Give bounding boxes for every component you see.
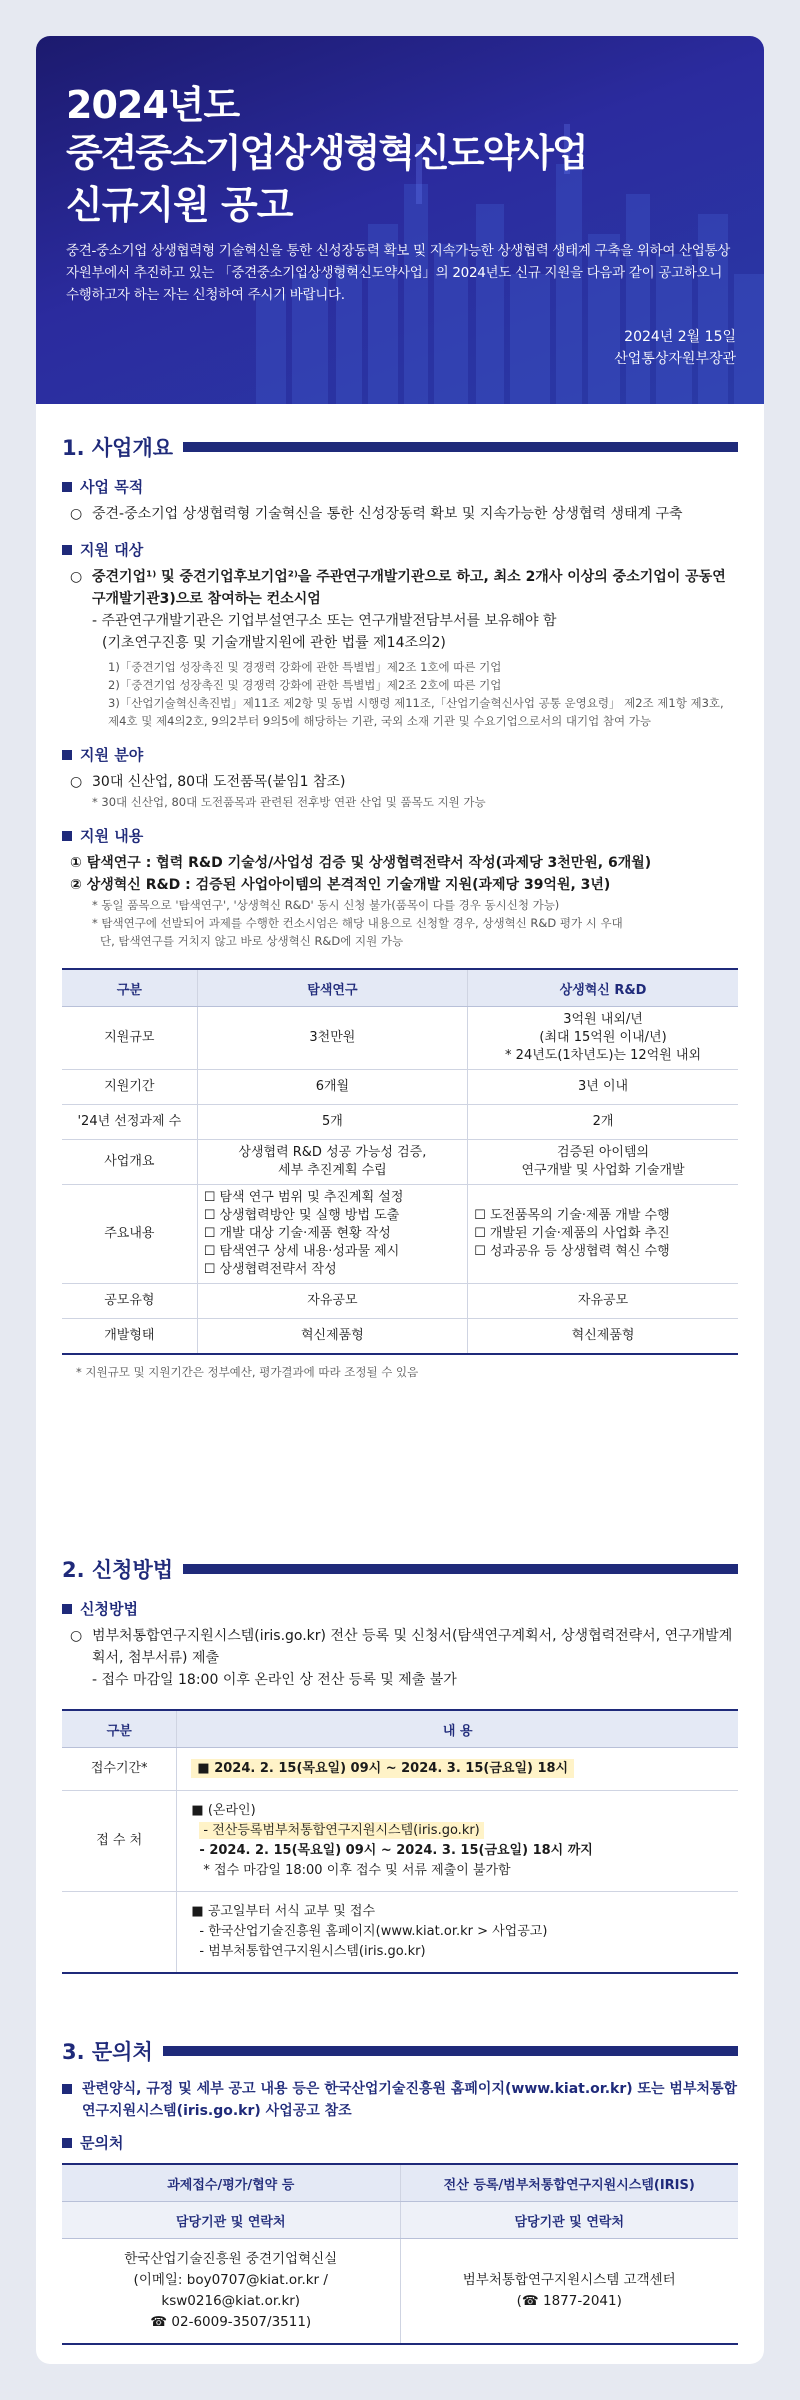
target-text: ○ 중견기업¹⁾ 및 중견기업후보기업²⁾을 주관연구개발기관으로 하고, 최소 2개사 이상의 중소기업이 공동연구개발기관3)으로 참여하는 컨소시엄 [70, 566, 738, 610]
subheading-label: 사업 목적 [80, 478, 144, 496]
square-bullet-icon [62, 482, 72, 492]
forms-cell [177, 1892, 738, 1974]
kiat-dept: 한국산업기술진흥원 중견기업혁신실 [124, 2251, 338, 2267]
table-cell: 3년 이내 [468, 1070, 738, 1105]
table-cell: 자유공모 [468, 1284, 738, 1319]
subheading-label: 지원 대상 [80, 541, 144, 559]
content-note-1: * 동일 품목으로 '탐색연구', '상생혁신 R&D' 동시 신청 불가(품목이 다를 경우 동시신청 가능) [92, 898, 560, 912]
subheading-label: 지원 내용 [80, 827, 144, 845]
program-comparison-table [62, 968, 738, 1355]
table-row [62, 1319, 738, 1355]
row-label-cell: '24년 선정과제 수 [62, 1105, 197, 1140]
table-cell: 혁신제품형 [197, 1319, 467, 1355]
target-body: 중견기업¹⁾ 및 중견기업후보기업²⁾을 주관연구개발기관으로 하고, 최소 2개사 이상의 중소기업이 공동연구개발기관3)으로 참여하는 컨소시엄 [92, 569, 726, 607]
field-body: 30대 신산업, 80대 도전품목(붙임1 참조) [92, 774, 346, 790]
subheading-target [62, 539, 738, 560]
application-body: 범부처통합연구지원시스템(iris.go.kr) 전산 등록 및 신청서(탐색연구계획서, 상생협력전략서, 연구개발계획서, 첨부서류) 제출 [92, 1628, 733, 1666]
section-title: 1. 사업개요 [62, 436, 174, 460]
subheading-label: 신청방법 [80, 1600, 138, 1618]
notice-date: 2024년 2월 15일 [624, 329, 736, 345]
hero-date-block [614, 326, 736, 370]
table-row [62, 2239, 738, 2345]
hero-year: 2024년도 [66, 83, 240, 127]
row-label-cell: 주요내용 [62, 1185, 197, 1284]
table-cell: ☐ 도전품목의 기술·제품 개발 수행 ☐ 개발된 기술·제품의 사업화 추진 ☐ 성과공유 등 상생협력 혁신 수행 [468, 1185, 738, 1284]
section-application [62, 1554, 738, 1974]
heading-bar [183, 442, 738, 452]
kiat-contact-cell [62, 2239, 400, 2345]
target-footnote-1: 1)「중견기업 성장촉진 및 경쟁력 강화에 관한 특별법」제2조 1호에 따른 기업 [108, 660, 502, 674]
notice-card [36, 36, 764, 2364]
table-header-row [62, 1710, 738, 1748]
online-system [199, 1821, 724, 1841]
iris-phone: (☎ 1877-2041) [516, 2293, 622, 2309]
subheading-field [62, 744, 738, 765]
contact-table [62, 2163, 738, 2345]
table-row [62, 1105, 738, 1140]
table-row [62, 1284, 738, 1319]
square-bullet-icon [62, 750, 72, 760]
table-note: * 지원규모 및 지원기간은 정부예산, 평가결과에 따라 조정될 수 있음 [76, 1365, 419, 1379]
hero-notice-title: 신규지원 공고 [66, 183, 293, 227]
application-deadline-note: - 접수 마감일 18:00 이후 온라인 상 전산 등록 및 제출 불가 [92, 1672, 457, 1688]
section-heading [62, 432, 738, 462]
table-header-row [62, 2202, 738, 2239]
table-cell: 6개월 [197, 1070, 467, 1105]
kiat-email-2: ksw0216@kiat.or.kr) [161, 2293, 301, 2309]
section-title: 3. 문의처 [62, 2040, 153, 2064]
table-header-cell: 과제접수/평가/협약 등 [62, 2164, 400, 2202]
online-system-text: - 전산등록범부처통합연구지원시스템(iris.go.kr) [199, 1822, 483, 1839]
table-row [62, 1748, 738, 1791]
section-heading [62, 1554, 738, 1584]
subheading-content [62, 825, 738, 846]
table-cell: 3천만원 [197, 1007, 467, 1070]
subheading-application [62, 1598, 738, 1619]
target-footnote-3: 3)「산업기술혁신촉진법」제11조 제2항 및 동법 시행령 제11조,「산업기술혁신사업 공통 운영요령」 제2조 제1항 제3호, 제4호 및 제4의2호, 9의2부터 9의5에 해당하는 기관, 국외 소재 기관 및 수요기업으로서의 대기업 참여 가능 [108, 696, 724, 728]
forms-kiat: - 한국산업기술진흥원 홈페이지(www.kiat.or.kr > 사업공고) [199, 1924, 548, 1939]
table-header-row [62, 969, 738, 1007]
iris-contact-cell [400, 2239, 738, 2345]
hero-description: 중견-중소기업 상생협력형 기술혁신을 통한 신성장동력 확보 및 지속가능한 상생협력 생태계 구축을 위하여 산업통상자원부에서 추진하고 있는 「중견중소기업상생형혁신도약사업」의 2024년도 신규 지원을 다음과 같이 공고하오니 수행하고자 하는 자는 신청하여 주시기 바랍니다. [66, 243, 731, 303]
table-header-cell: 담당기관 및 연락처 [62, 2202, 400, 2239]
section-overview [62, 432, 738, 1381]
online-label: ■ (온라인) [191, 1803, 256, 1818]
period-cell [177, 1748, 738, 1791]
heading-bar [163, 2046, 738, 2056]
iris-center: 범부처통합연구지원시스템 고객센터 [462, 2272, 676, 2288]
online-deadline-note: * 접수 마감일 18:00 이후 접수 및 서류 제출이 불가함 [203, 1863, 511, 1878]
square-bullet-icon [62, 1604, 72, 1614]
subheading-label: 문의처 [80, 2134, 124, 2152]
table-header-cell: 탐색연구 [197, 969, 467, 1007]
table-row [62, 1070, 738, 1105]
forms-label: ■ 공고일부터 서식 교부 및 접수 [191, 1904, 376, 1919]
row-label-cell: 사업개요 [62, 1140, 197, 1185]
content-note-3: 단, 탐색연구를 거치지 않고 바로 상생혁신 R&D에 지원 가능 [100, 934, 404, 948]
table-header-cell: 전산 등록/범부처통합연구지원시스템(IRIS) [400, 2164, 738, 2202]
row-label-cell: 공모유형 [62, 1284, 197, 1319]
table-cell: 혁신제품형 [468, 1319, 738, 1355]
square-bullet-icon [62, 2084, 72, 2094]
row-label-where: 접 수 처 [62, 1791, 177, 1892]
kiat-phone: ☎ 02-6009-3507/3511) [150, 2314, 312, 2330]
section-contact [62, 2036, 738, 2345]
table-header-cell: 담당기관 및 연락처 [400, 2202, 738, 2239]
field-text: ○ 30대 신산업, 80대 도전품목(붙임1 참조) [70, 771, 738, 793]
table-cell: 검증된 아이템의 연구개발 및 사업화 기술개발 [468, 1140, 738, 1185]
square-bullet-icon [62, 831, 72, 841]
table-cell: 3억원 내외/년 (최대 15억원 이내/년) * 24년도(1차년도)는 12억원 내외 [468, 1007, 738, 1070]
row-label-cell: 개발형태 [62, 1319, 197, 1355]
subheading-label: 지원 분야 [80, 746, 144, 764]
table-header-cell: 구분 [62, 969, 197, 1007]
section-heading [62, 2036, 738, 2066]
application-text: ○ 범부처통합연구지원시스템(iris.go.kr) 전산 등록 및 신청서(탐색연구계획서, 상생협력전략서, 연구개발계획서, 첨부서류) 제출 [70, 1625, 738, 1669]
table-cell: 자유공모 [197, 1284, 467, 1319]
table-header-cell: 내 용 [177, 1710, 738, 1748]
forms-iris: - 범부처통합연구지원시스템(iris.go.kr) [199, 1944, 426, 1959]
table-header-cell: 상생혁신 R&D [468, 969, 738, 1007]
contact-reference [62, 2078, 738, 2122]
notice-issuer: 산업통상자원부장관 [614, 351, 736, 367]
subheading-purpose [62, 476, 738, 497]
table-cell: 상생협력 R&D 성공 가능성 검증, 세부 추진계획 수립 [197, 1140, 467, 1185]
application-table [62, 1709, 738, 1974]
section-title: 2. 신청방법 [62, 1558, 174, 1582]
content-item-1: ① 탐색연구 : 협력 R&D 기술성/사업성 검증 및 상생협력전략서 작성(과제당 3천만원, 6개월) [70, 855, 652, 871]
field-note: * 30대 신산업, 80대 도전품목과 관련된 전후방 연관 산업 및 품목도 지원 가능 [92, 795, 486, 809]
table-cell: 2개 [468, 1105, 738, 1140]
purpose-text: ○ 중견-중소기업 상생협력형 기술혁신을 통한 신성장동력 확보 및 지속가능한 상생협력 생태계 구축 [70, 503, 738, 525]
row-label-empty [62, 1892, 177, 1974]
purpose-body: 중견-중소기업 상생협력형 기술혁신을 통한 신성장동력 확보 및 지속가능한 상생협력 생태계 구축 [92, 506, 683, 522]
table-row [62, 1892, 738, 1974]
subheading-contact [62, 2132, 738, 2153]
hero-program-name: 중견중소기업상생형혁신도약사업 [66, 131, 587, 175]
table-row [62, 1007, 738, 1070]
contact-reference-text: 관련양식, 규정 및 세부 공고 내용 등은 한국산업기술진흥원 홈페이지(www.kiat.or.kr) 또는 범부처통합연구지원시스템(iris.go.kr) 사업공고 참조 [82, 2081, 738, 2119]
table-cell: 5개 [197, 1105, 467, 1140]
square-bullet-icon [62, 545, 72, 555]
where-cell [177, 1791, 738, 1892]
row-label-cell: 지원규모 [62, 1007, 197, 1070]
heading-bar [183, 1564, 738, 1574]
target-line-3: (기초연구진흥 및 기술개발지원에 관한 법률 제14조의2) [102, 635, 446, 651]
table-header-row [62, 2164, 738, 2202]
row-label-period: 접수기간* [62, 1748, 177, 1791]
kiat-email-1: (이메일: boy0707@kiat.or.kr / [133, 2272, 328, 2288]
table-row [62, 1791, 738, 1892]
table-cell: ☐ 탐색 연구 범위 및 추진계획 설정 ☐ 상생협력방안 및 실행 방법 도출 ☐ 개발 대상 기술·제품 현황 작성 ☐ 탐색연구 상세 내용·성과물 제시 ☐ 상생협력전략서 작성 [197, 1185, 467, 1284]
row-label-cell: 지원기간 [62, 1070, 197, 1105]
table-row [62, 1185, 738, 1284]
content-note-2: * 탐색연구에 선발되어 과제를 수행한 컨소시엄은 해당 내용으로 신청할 경우, 상생혁신 R&D 평가 시 우대 [92, 916, 623, 930]
table-header-cell: 구분 [62, 1710, 177, 1748]
period-value: ■ 2024. 2. 15(목요일) 09시 ~ 2024. 3. 15(금요일) 18시 [191, 1759, 574, 1778]
square-bullet-icon [62, 2138, 72, 2148]
online-period: - 2024. 2. 15(목요일) 09시 ~ 2024. 3. 15(금요일) 18시 까지 [199, 1843, 593, 1858]
content-item-2: ② 상생혁신 R&D : 검증된 사업아이템의 본격적인 기술개발 지원(과제당 39억원, 3년) [70, 877, 611, 893]
target-line-2: - 주관연구개발기관은 기업부설연구소 또는 연구개발전담부서를 보유해야 함 [92, 613, 557, 629]
table-row [62, 1140, 738, 1185]
target-footnote-2: 2)「중견기업 성장촉진 및 경쟁력 강화에 관한 특별법」제2조 2호에 따른 기업 [108, 678, 502, 692]
hero-banner [36, 36, 764, 404]
program-table-body [62, 1007, 738, 1355]
